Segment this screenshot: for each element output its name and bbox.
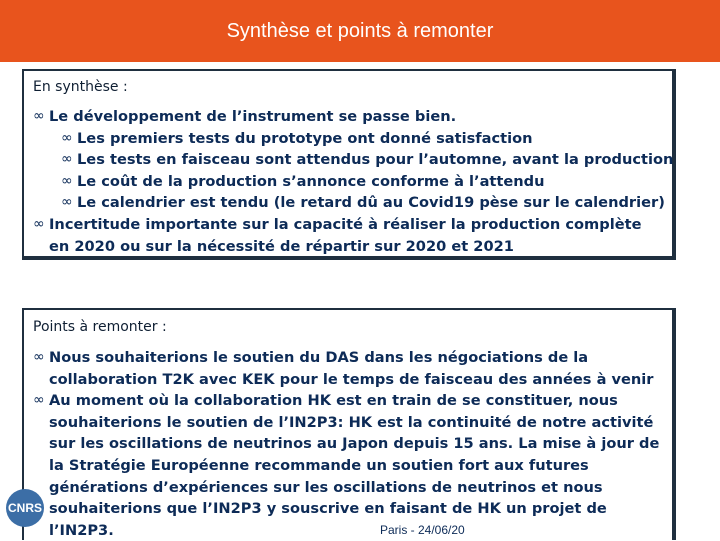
bullet-icon: ∞ — [61, 129, 73, 146]
summary-subitem — [33, 149, 674, 171]
bullet-icon: ∞ — [33, 108, 45, 124]
bullet-icon: ∞ — [33, 215, 45, 232]
summary-item-text: Le développement de l’instrument se passe bien. — [49, 108, 457, 125]
points-list — [33, 347, 666, 541]
summary-item-text: Incertitude importante sur la capacité à réaliser la production complète en 2020 ou sur la nécessité de répartir sur 2020 et 2021 — [49, 215, 642, 255]
points-item-text: Au moment où la collaboration HK est en train de se constituer, nous souhaiterions le soutien de l’IN2P3: HK est la continuité de notre activité sur les oscillations de neutrinos au Japon depuis 15 ans. La mise à jour de la Stratégie Européenne recommande un soutien fort aux futures générations d’expériences sur les oscillations de neutrinos et nous souhaiterions que l’IN2P3 y souscrive en faisant de HK un projet de l’IN2P3. — [49, 392, 660, 539]
summary-list — [33, 106, 674, 257]
title-bar — [0, 0, 720, 62]
summary-subitem — [33, 171, 666, 193]
summary-box — [22, 69, 676, 260]
cnrs-logo — [6, 489, 44, 527]
summary-heading: En synthèse : — [33, 79, 128, 95]
bullet-icon: ∞ — [61, 151, 73, 168]
points-box — [22, 308, 676, 540]
footer-date: Paris - 24/06/20 — [380, 523, 465, 537]
summary-subitem — [33, 128, 666, 150]
summary-subitem-text: Les premiers tests du prototype ont donné satisfaction — [77, 129, 533, 147]
bullet-icon: ∞ — [61, 172, 73, 189]
summary-subitem-text: Les tests en faisceau sont attendus pour l’automne, avant la production — [77, 151, 674, 169]
summary-subitem-text: Le calendrier est tendu (le retard dû au Covid19 pèse sur le calendrier) — [77, 194, 665, 212]
bullet-icon: ∞ — [33, 392, 45, 409]
summary-subitem-text: Le coût de la production s’annonce conforme à l’attendu — [77, 172, 545, 190]
points-item-text: Nous souhaiterions le soutien du DAS dans les négociations de la collaboration T2K avec KEK pour le temps de faisceau des années à venir — [49, 349, 654, 388]
page-title: Synthèse et points à remonter — [226, 19, 494, 42]
summary-item — [33, 214, 666, 257]
bullet-icon: ∞ — [33, 349, 45, 365]
logo-text: CNRS — [7, 501, 42, 515]
bullet-icon: ∞ — [61, 194, 73, 211]
points-item — [33, 390, 666, 541]
points-item — [33, 347, 666, 390]
points-heading: Points à remonter : — [33, 319, 167, 335]
summary-subitem — [33, 192, 666, 214]
summary-item — [33, 106, 666, 128]
